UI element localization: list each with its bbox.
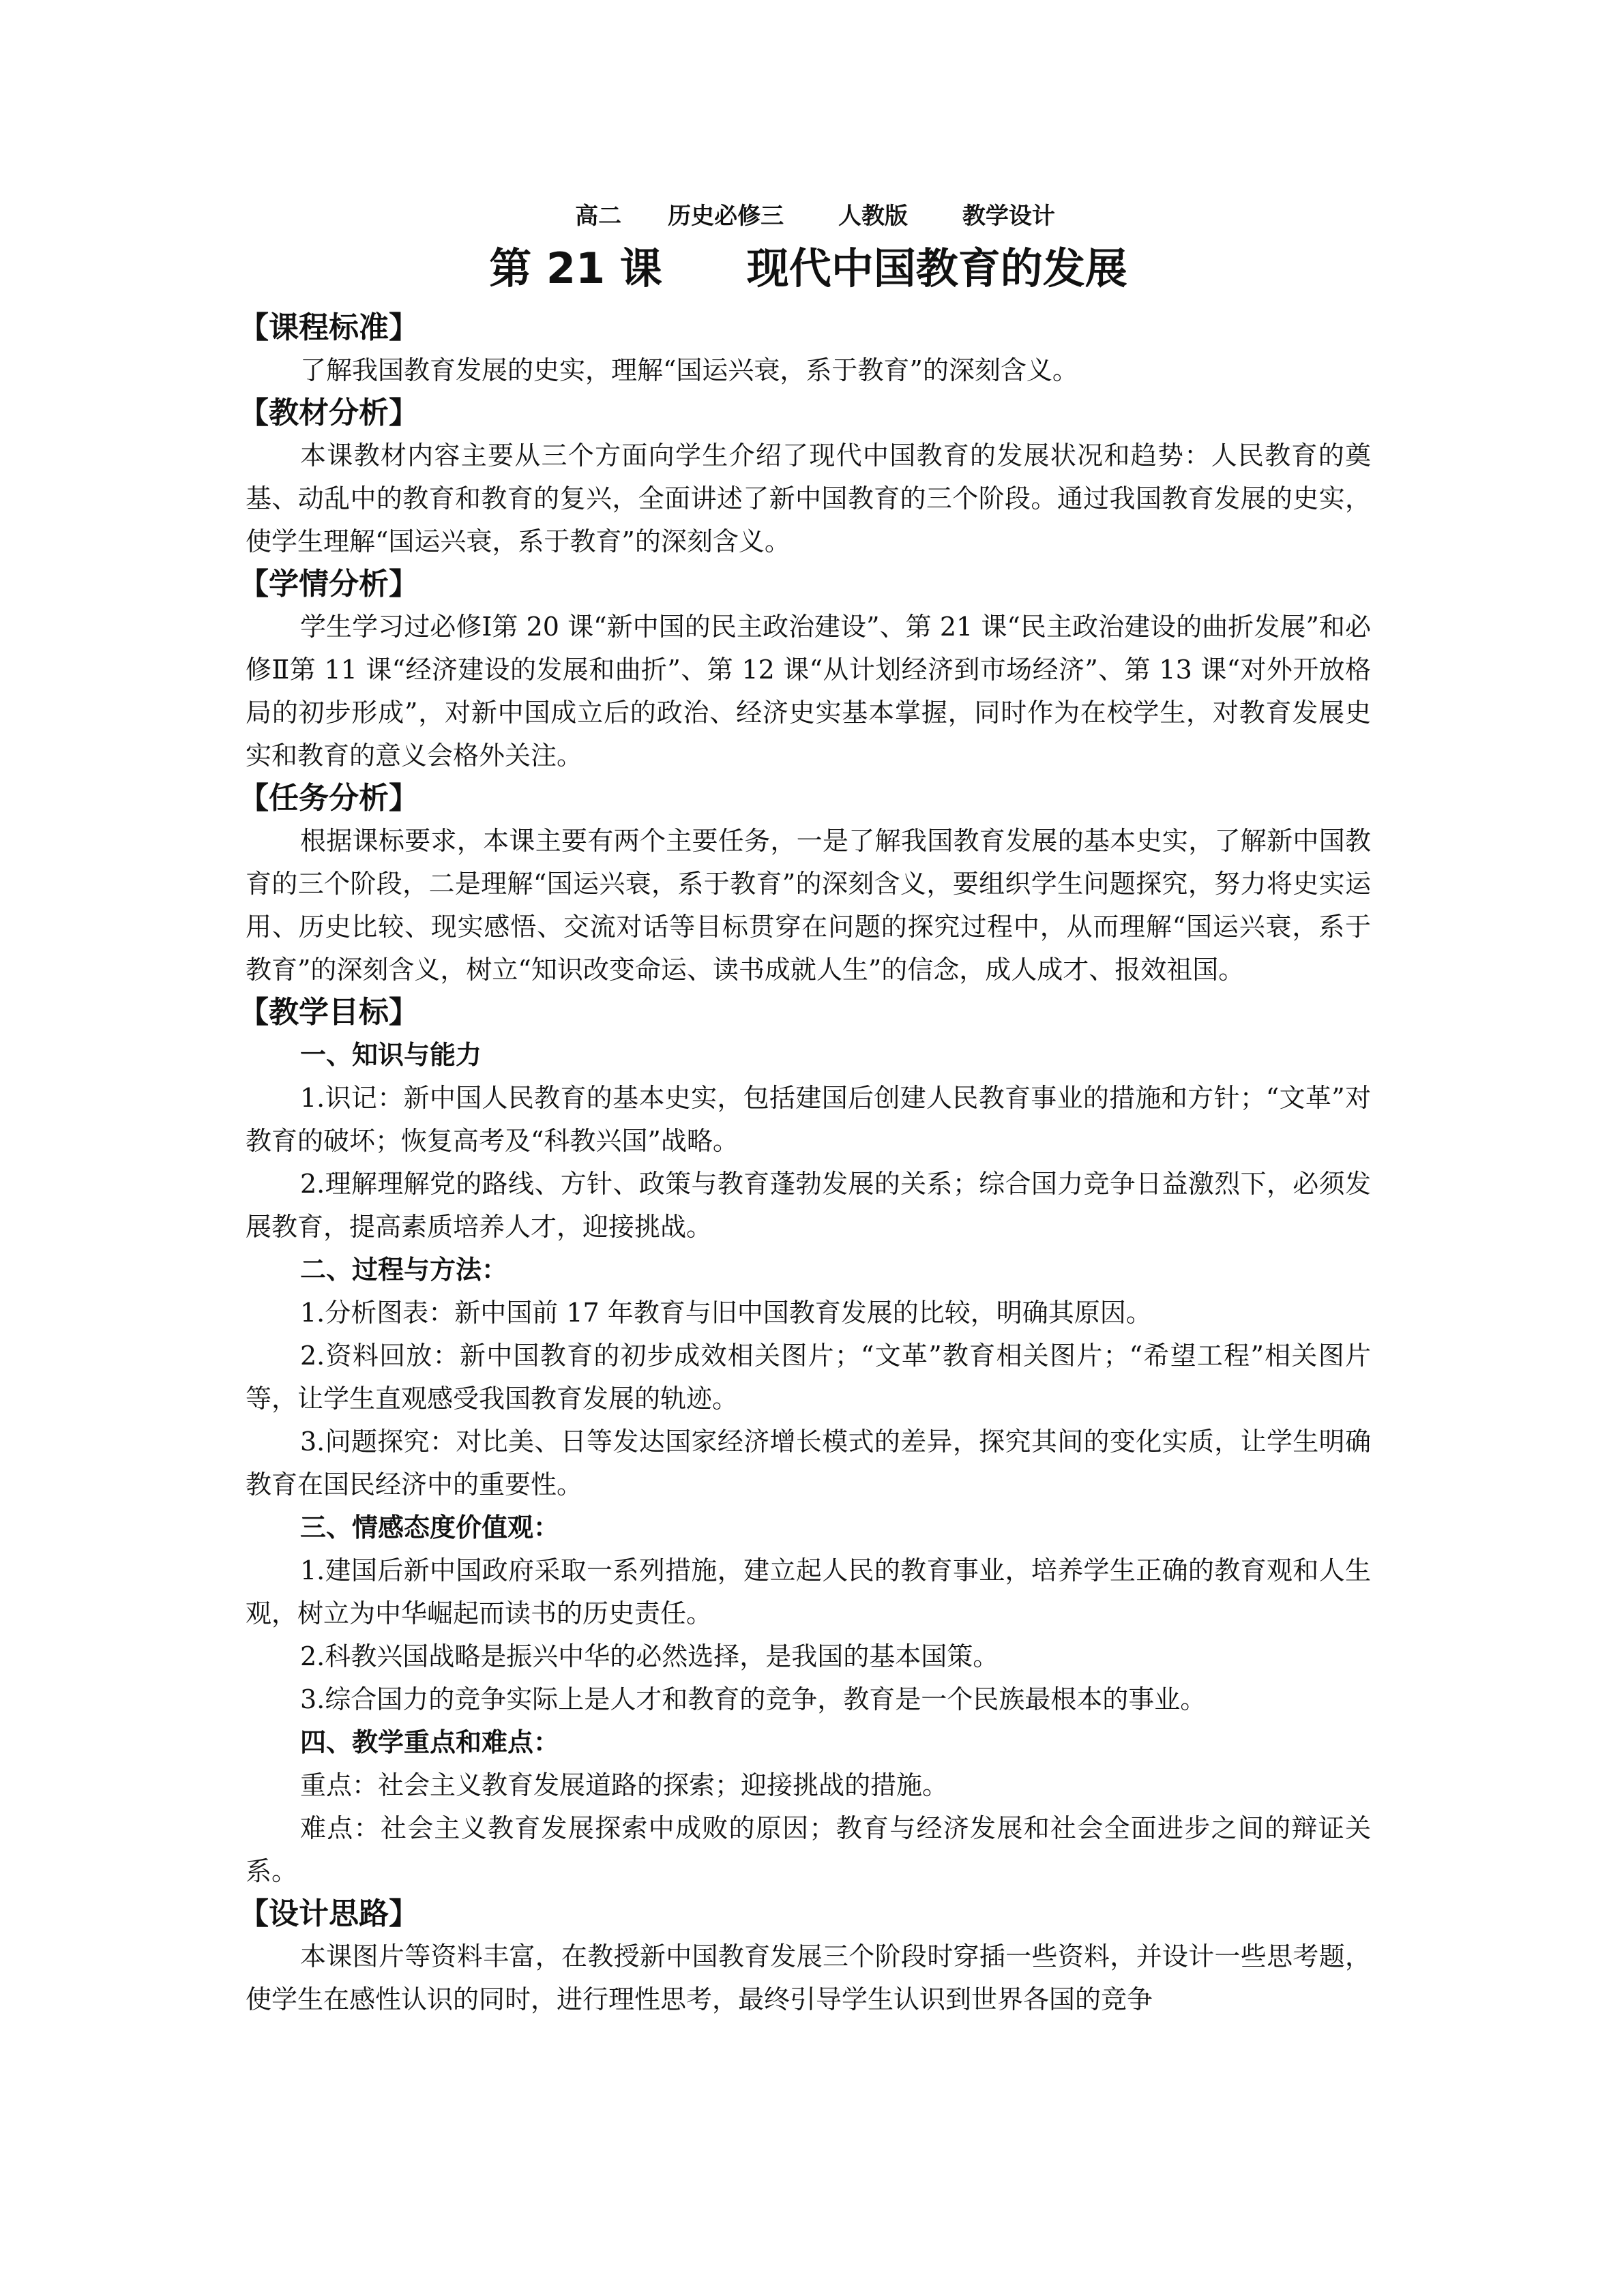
list-item: 1.建国后新中国政府采取一系列措施，建立起人民的教育事业，培养学生正确的教育观和人生观，树立为中华崛起而读书的历史责任。 <box>246 1555 1371 1628</box>
section-heading-curriculum-standard: 【课程标准】 <box>239 310 419 345</box>
paragraph: 根据课标要求，本课主要有两个主要任务，一是了解我国教育发展的基本史实，了解新中国教育的三个阶段，二是理解“国运兴衰，系于教育”的深刻含义，要组织学生问题探究，努力将史实运用、历史比较、现实感悟、交流对话等目标贯穿在问题的探究过程中，从而理解“国运兴衰，系于教育”的深刻含义，树立“知识改变命运、读书成就人生”的信念，成人成才、报效祖国。 <box>246 826 1371 985</box>
subsection-heading-process-methods: 二、过程与方法： <box>300 1255 508 1285</box>
list-item: 2.理解理解党的路线、方针、政策与教育蓬勃发展的关系；综合国力竞争日益激烈下，必须发展教育，提高素质培养人才，迎接挑战。 <box>246 1169 1371 1242</box>
section-heading-student-analysis: 【学情分析】 <box>239 567 419 601</box>
list-item: 1.识记：新中国人民教育的基本史实，包括建国后创建人民教育事业的措施和方针；“文革”对教育的破坏；恢复高考及“科教兴国”战略。 <box>246 1083 1371 1156</box>
paragraph: 本课图片等资料丰富，在教授新中国教育发展三个阶段时穿插一些资料，并设计一些思考题，使学生在感性认识的同时，进行理性思考，最终引导学生认识到世界各国的竞争 <box>246 1941 1371 2014</box>
section-heading-textbook-analysis: 【教材分析】 <box>239 396 419 430</box>
paragraph: 了解我国教育发展的史实，理解“国运兴衰，系于教育”的深刻含义。 <box>300 355 1078 385</box>
section-heading-teaching-objectives: 【教学目标】 <box>239 995 419 1030</box>
list-item: 2.资料回放：新中国教育的初步成效相关图片；“文革”教育相关图片；“希望工程”相关图片等，让学生直观感受我国教育发展的轨迹。 <box>246 1341 1371 1414</box>
section-heading-design-approach: 【设计思路】 <box>239 1896 419 1931</box>
list-item: 1.分析图表：新中国前 17 年教育与旧中国教育发展的比较，明确其原因。 <box>300 1298 1152 1328</box>
paragraph: 学生学习过必修Ⅰ第 20 课“新中国的民主政治建设”、第 21 课“民主政治建设的曲折发展”和必修Ⅱ第 11 课“经济建设的发展和曲折”、第 12 课“从计划经济到市场经济”、第 13 课“对外开放格局的初步形成”，对新中国成立后的政治、经济史实基本掌握，同时作为在校学生，对教育发展史实和教育的意义会格外关注。 <box>246 612 1371 771</box>
list-item: 难点：社会主义教育发展探索中成败的原因；教育与经济发展和社会全面进步之间的辩证关系。 <box>246 1813 1371 1886</box>
list-item: 重点：社会主义教育发展道路的探索；迎接挑战的措施。 <box>300 1770 949 1800</box>
list-item: 3.综合国力的竞争实际上是人才和教育的竞争，教育是一个民族最根本的事业。 <box>300 1684 1207 1714</box>
document-header-line: 高二 历史必修三 人教版 教学设计 <box>575 203 1055 230</box>
list-item: 2.科教兴国战略是振兴中华的必然选择，是我国的基本国策。 <box>300 1641 999 1671</box>
subsection-heading-key-points: 四、教学重点和难点： <box>300 1727 560 1757</box>
subsection-heading-knowledge: 一、知识与能力 <box>300 1040 482 1070</box>
document-page <box>239 198 1371 2021</box>
paragraph: 本课教材内容主要从三个方面向学生介绍了现代中国教育的发展状况和趋势：人民教育的奠基、动乱中的教育和教育的复兴，全面讲述了新中国教育的三个阶段。通过我国教育发展的史实，使学生理解“国运兴衰，系于教育”的深刻含义。 <box>246 441 1371 556</box>
section-heading-task-analysis: 【任务分析】 <box>239 781 419 816</box>
lesson-title: 第 21 课 现代中国教育的发展 <box>489 243 1127 293</box>
list-item: 3.问题探究：对比美、日等发达国家经济增长模式的差异，探究其间的变化实质，让学生明确教育在国民经济中的重要性。 <box>246 1427 1371 1500</box>
subsection-heading-values: 三、情感态度价值观： <box>300 1512 560 1542</box>
